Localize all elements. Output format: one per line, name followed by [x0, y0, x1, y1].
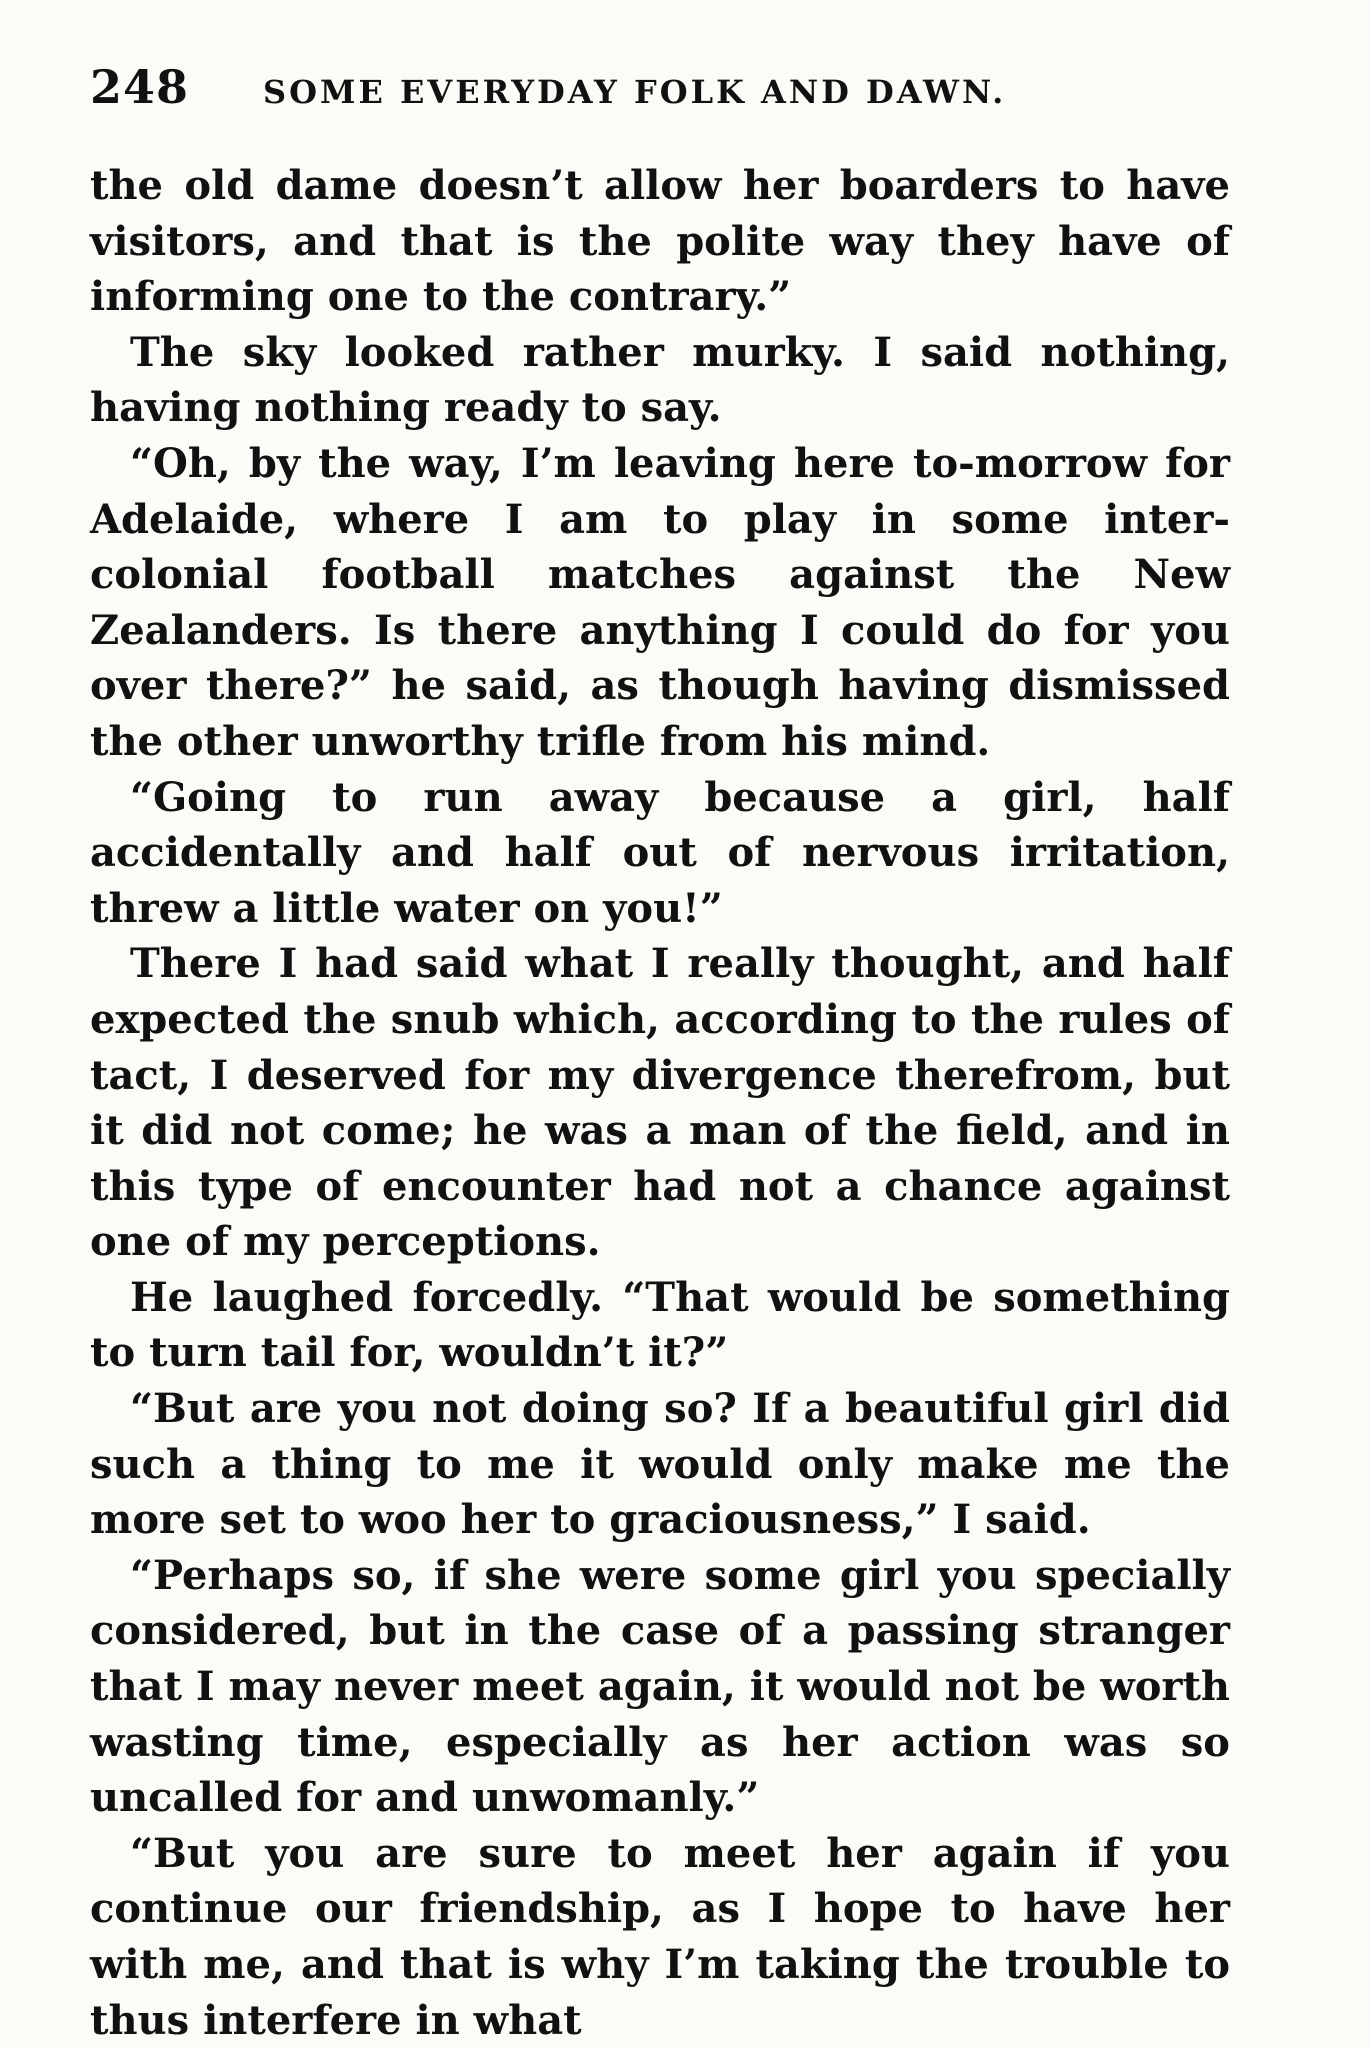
paragraph: There I had said what I really thought, and half expected the snub which, according to the rules of tact, I deserved for my divergence therefrom, but it did not come; he was a man of the field, and in this type of encounter had not a chance against one of my perceptions. — [90, 940, 1230, 1266]
book-page — [90, 60, 1230, 2048]
running-head — [90, 60, 1230, 130]
page-number: 248 — [90, 60, 190, 114]
paragraph: “But you are sure to meet her again if you continue our friendship, as I hope to have her with me, and that is why I’m taking the trouble to thus interfere in what — [90, 1829, 1230, 2044]
paragraph-continuation: the old dame doesn’t allow her boarders to have visitors, and that is the polite way they have of informing one to the contrary.” — [90, 162, 1230, 321]
body-text — [90, 158, 1230, 2048]
paragraph: “But are you not doing so? If a beautiful girl did such a thing to me it would only make me the more set to woo her to graciousness,” I said. — [90, 1385, 1230, 1544]
paragraph: He laughed forcedly. “That would be something to turn tail for, wouldn’t it?” — [90, 1273, 1230, 1377]
running-title: SOME EVERYDAY FOLK AND DAWN. — [263, 73, 1007, 111]
paragraph: The sky looked rather murky. I said nothing, having nothing ready to say. — [90, 328, 1230, 432]
paragraph: “Going to run away because a girl, half accidentally and half out of nervous irritation, threw a little water on you!” — [90, 773, 1230, 932]
paragraph: “Perhaps so, if she were some girl you specially considered, but in the case of a passing stranger that I may never meet again, it would not be worth wasting time, especially as her action was so uncalled for and unwomanly.” — [90, 1551, 1230, 1822]
paragraph: “Oh, by the way, I’m leaving here to-morrow for Adelaide, where I am to play in some inter-colonial football matches against the New Zealanders. Is there anything I could do for you over there?” he said, as though having dismissed the other unworthy trifle from his mind. — [90, 439, 1230, 765]
